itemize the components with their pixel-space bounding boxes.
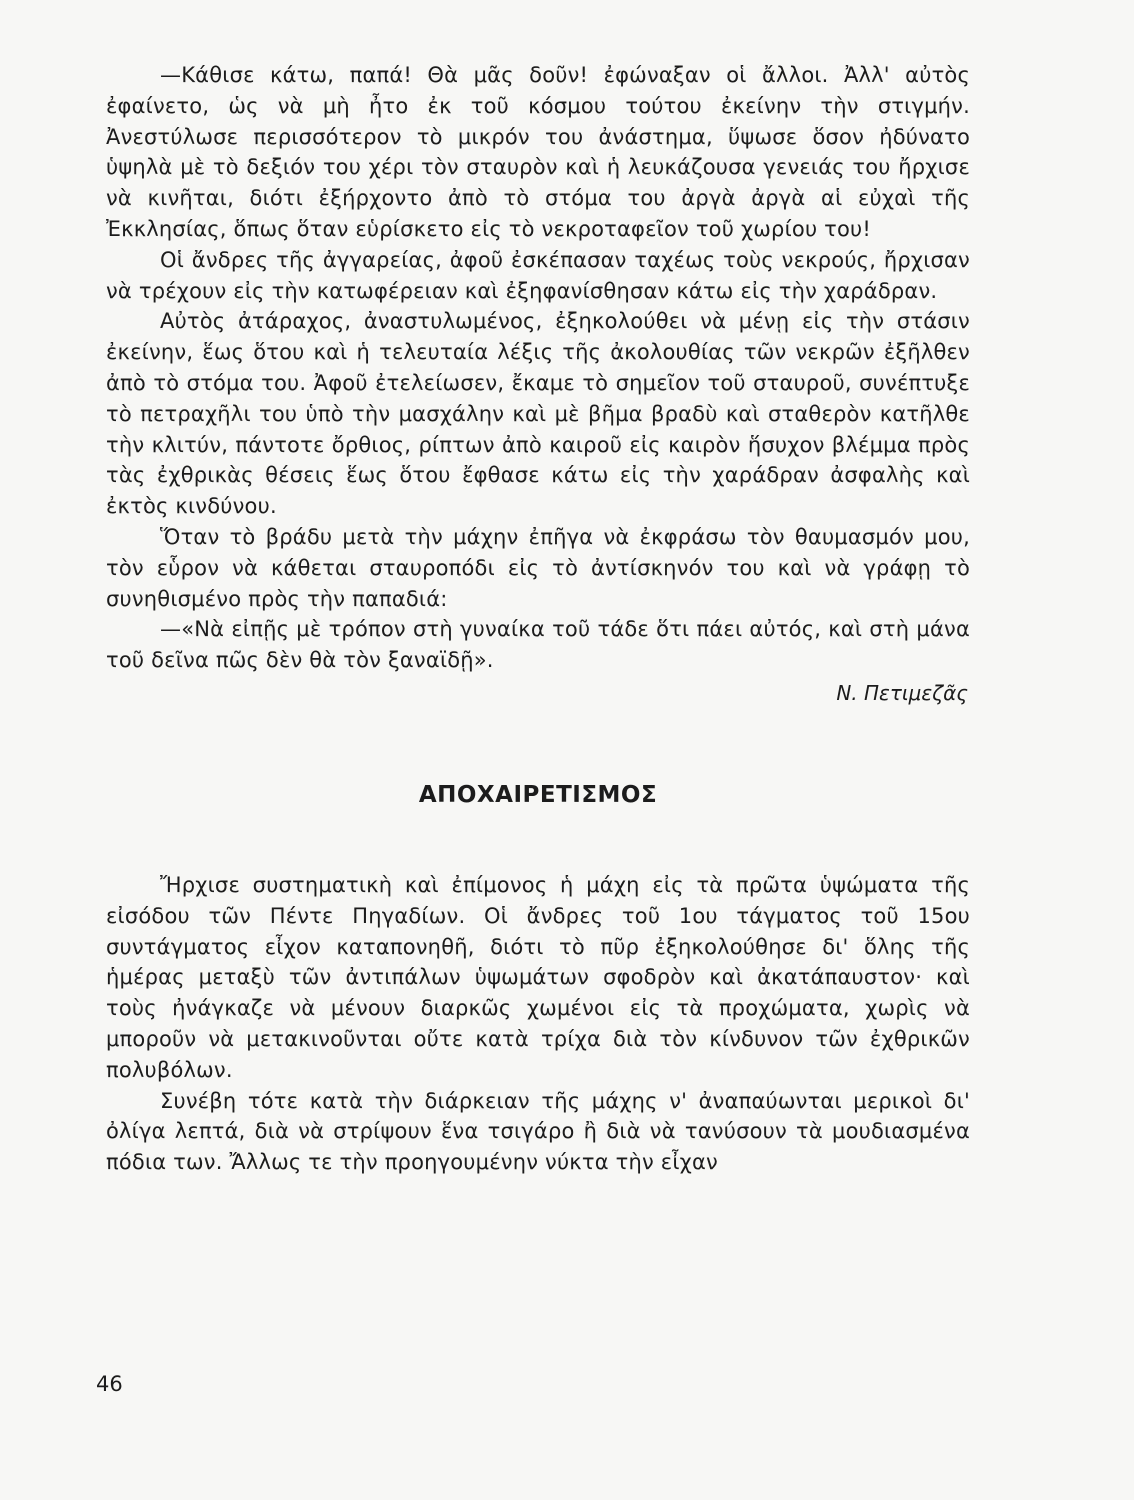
paragraph-4: Ὅταν τὸ βράδυ μετὰ τὴν μάχην ἐπῆγα νὰ ἐκφράσω τὸν θαυμασμόν μου, τὸν εὗρον νὰ κάθεται σταυροπόδι εἰς τὸ ἀντίσκηνόν του καὶ νὰ γράφῃ τὸ συνηθισμένο πρὸς τὴν παπαδιά:	[106, 524, 970, 611]
section-title: ΑΠΟΧΑΙΡΕΤΙΣΜΟΣ	[418, 781, 658, 808]
paragraph-6: Ἤρχισε συστηματικὴ καὶ ἐπίμονος ἡ μάχη εἰς τὰ πρῶτα ὑψώματα τῆς εἰσόδου τῶν Πέντε Πηγαδίων. Οἱ ἄνδρες τοῦ 1ου τάγματος τοῦ 15ου συντάγματος εἶχον καταπονηθῆ, διότι τὸ πῦρ ἐξηκολούθησε δι' ὅλης τῆς ἡμέρας μεταξὺ τῶν ἀντιπάλων ὑψωμάτων σφοδρὸν καὶ ἀκατάπαυστον· καὶ τοὺς ἠνάγκαζε νὰ μένουν διαρκῶς χωμένοι εἰς τὰ προχώματα, χωρὶς νὰ μποροῦν νὰ μετακινοῦνται οὔτε κατὰ τρίχα διὰ τὸν κίνδυνον τῶν ἐχθρικῶν πολυβόλων.	[106, 872, 970, 1082]
paragraph-1: —Κάθισε κάτω, παπά! Θὰ μᾶς δοῦν! ἐφώναξαν οἱ ἄλλοι. Ἀλλ' αὐτὸς ἐφαίνετο, ὡς νὰ μὴ ἦτο ἐκ τοῦ κόσμου τούτου ἐκείνην τὴν στιγμήν. Ἀνεστύλωσε περισσότερον τὸ μικρόν του ἀνάστημα, ὕψωσε ὅσον ἠδύνατο ὑψηλὰ μὲ τὸ δεξιόν του χέρι τὸν σταυρὸν καὶ ἡ λευκάζουσα γενειάς του ἤρχισε νὰ κινῆται, διότι ἐξήρχοντο ἀπὸ τὸ στόμα του ἀργὰ ἀργὰ αἱ εὐχαὶ τῆς Ἐκκλησίας, ὅπως ὅταν εὑρίσκετο εἰς τὸ νεκροταφεῖον τοῦ χωρίου του!	[106, 63, 970, 241]
author-signature: Ν. Πετιμεζᾶς	[836, 680, 968, 705]
paragraph-2: Οἱ ἄνδρες τῆς ἀγγαρείας, ἀφοῦ ἐσκέπασαν ταχέως τοὺς νεκρούς, ἤρχισαν νὰ τρέχουν εἰς τὴν κατωφέρειαν καὶ ἐξηφανίσθησαν κάτω εἰς τὴν χαράδραν.	[106, 247, 970, 303]
page-number: 46	[96, 1372, 123, 1396]
paragraph-5-quote: —«Νὰ εἰπῇς μὲ τρόπον στὴ γυναίκα τοῦ τάδε ὅτι πάει αὐτός, καὶ στὴ μάνα τοῦ δεῖνα πῶς δὲν θὰ τὸν ξαναϊδῇ».	[106, 617, 970, 673]
paragraph-3: Αὐτὸς ἀτάραχος, ἀναστυλωμένος, ἐξηκολούθει νὰ μένῃ εἰς τὴν στάσιν ἐκείνην, ἕως ὅτου καὶ ἡ τελευταία λέξις τῆς ἀκολουθίας τῶν νεκρῶν ἐξῆλθεν ἀπὸ τὸ στόμα του. Ἀφοῦ ἐτελείωσεν, ἔκαμε τὸ σημεῖον τοῦ σταυροῦ, συνέπτυξε τὸ πετραχῆλι του ὑπὸ τὴν μασχάλην καὶ μὲ βῆμα βραδὺ καὶ σταθερὸν κατῆλθε τὴν κλιτύν, πάντοτε ὄρθιος, ρίπτων ἀπὸ καιροῦ εἰς καιρὸν ἥσυχον βλέμμα πρὸς τὰς ἐχθρικὰς θέσεις ἕως ὅτου ἔφθασε κάτω εἰς τὴν χαράδραν ἀσφαλὴς καὶ ἐκτὸς κινδύνου.	[106, 309, 970, 519]
page-content	[106, 60, 970, 1178]
paragraph-7: Συνέβη τότε κατὰ τὴν διάρκειαν τῆς μάχης ν' ἀναπαύωνται μερικοὶ δι' ὀλίγα λεπτά, διὰ νὰ στρίψουν ἕνα τσιγάρο ἢ διὰ νὰ τανύσουν τὰ μουδιασμένα πόδια των. Ἄλλως τε τὴν προηγουμένην νύκτα τὴν εἶχαν	[106, 1088, 970, 1175]
